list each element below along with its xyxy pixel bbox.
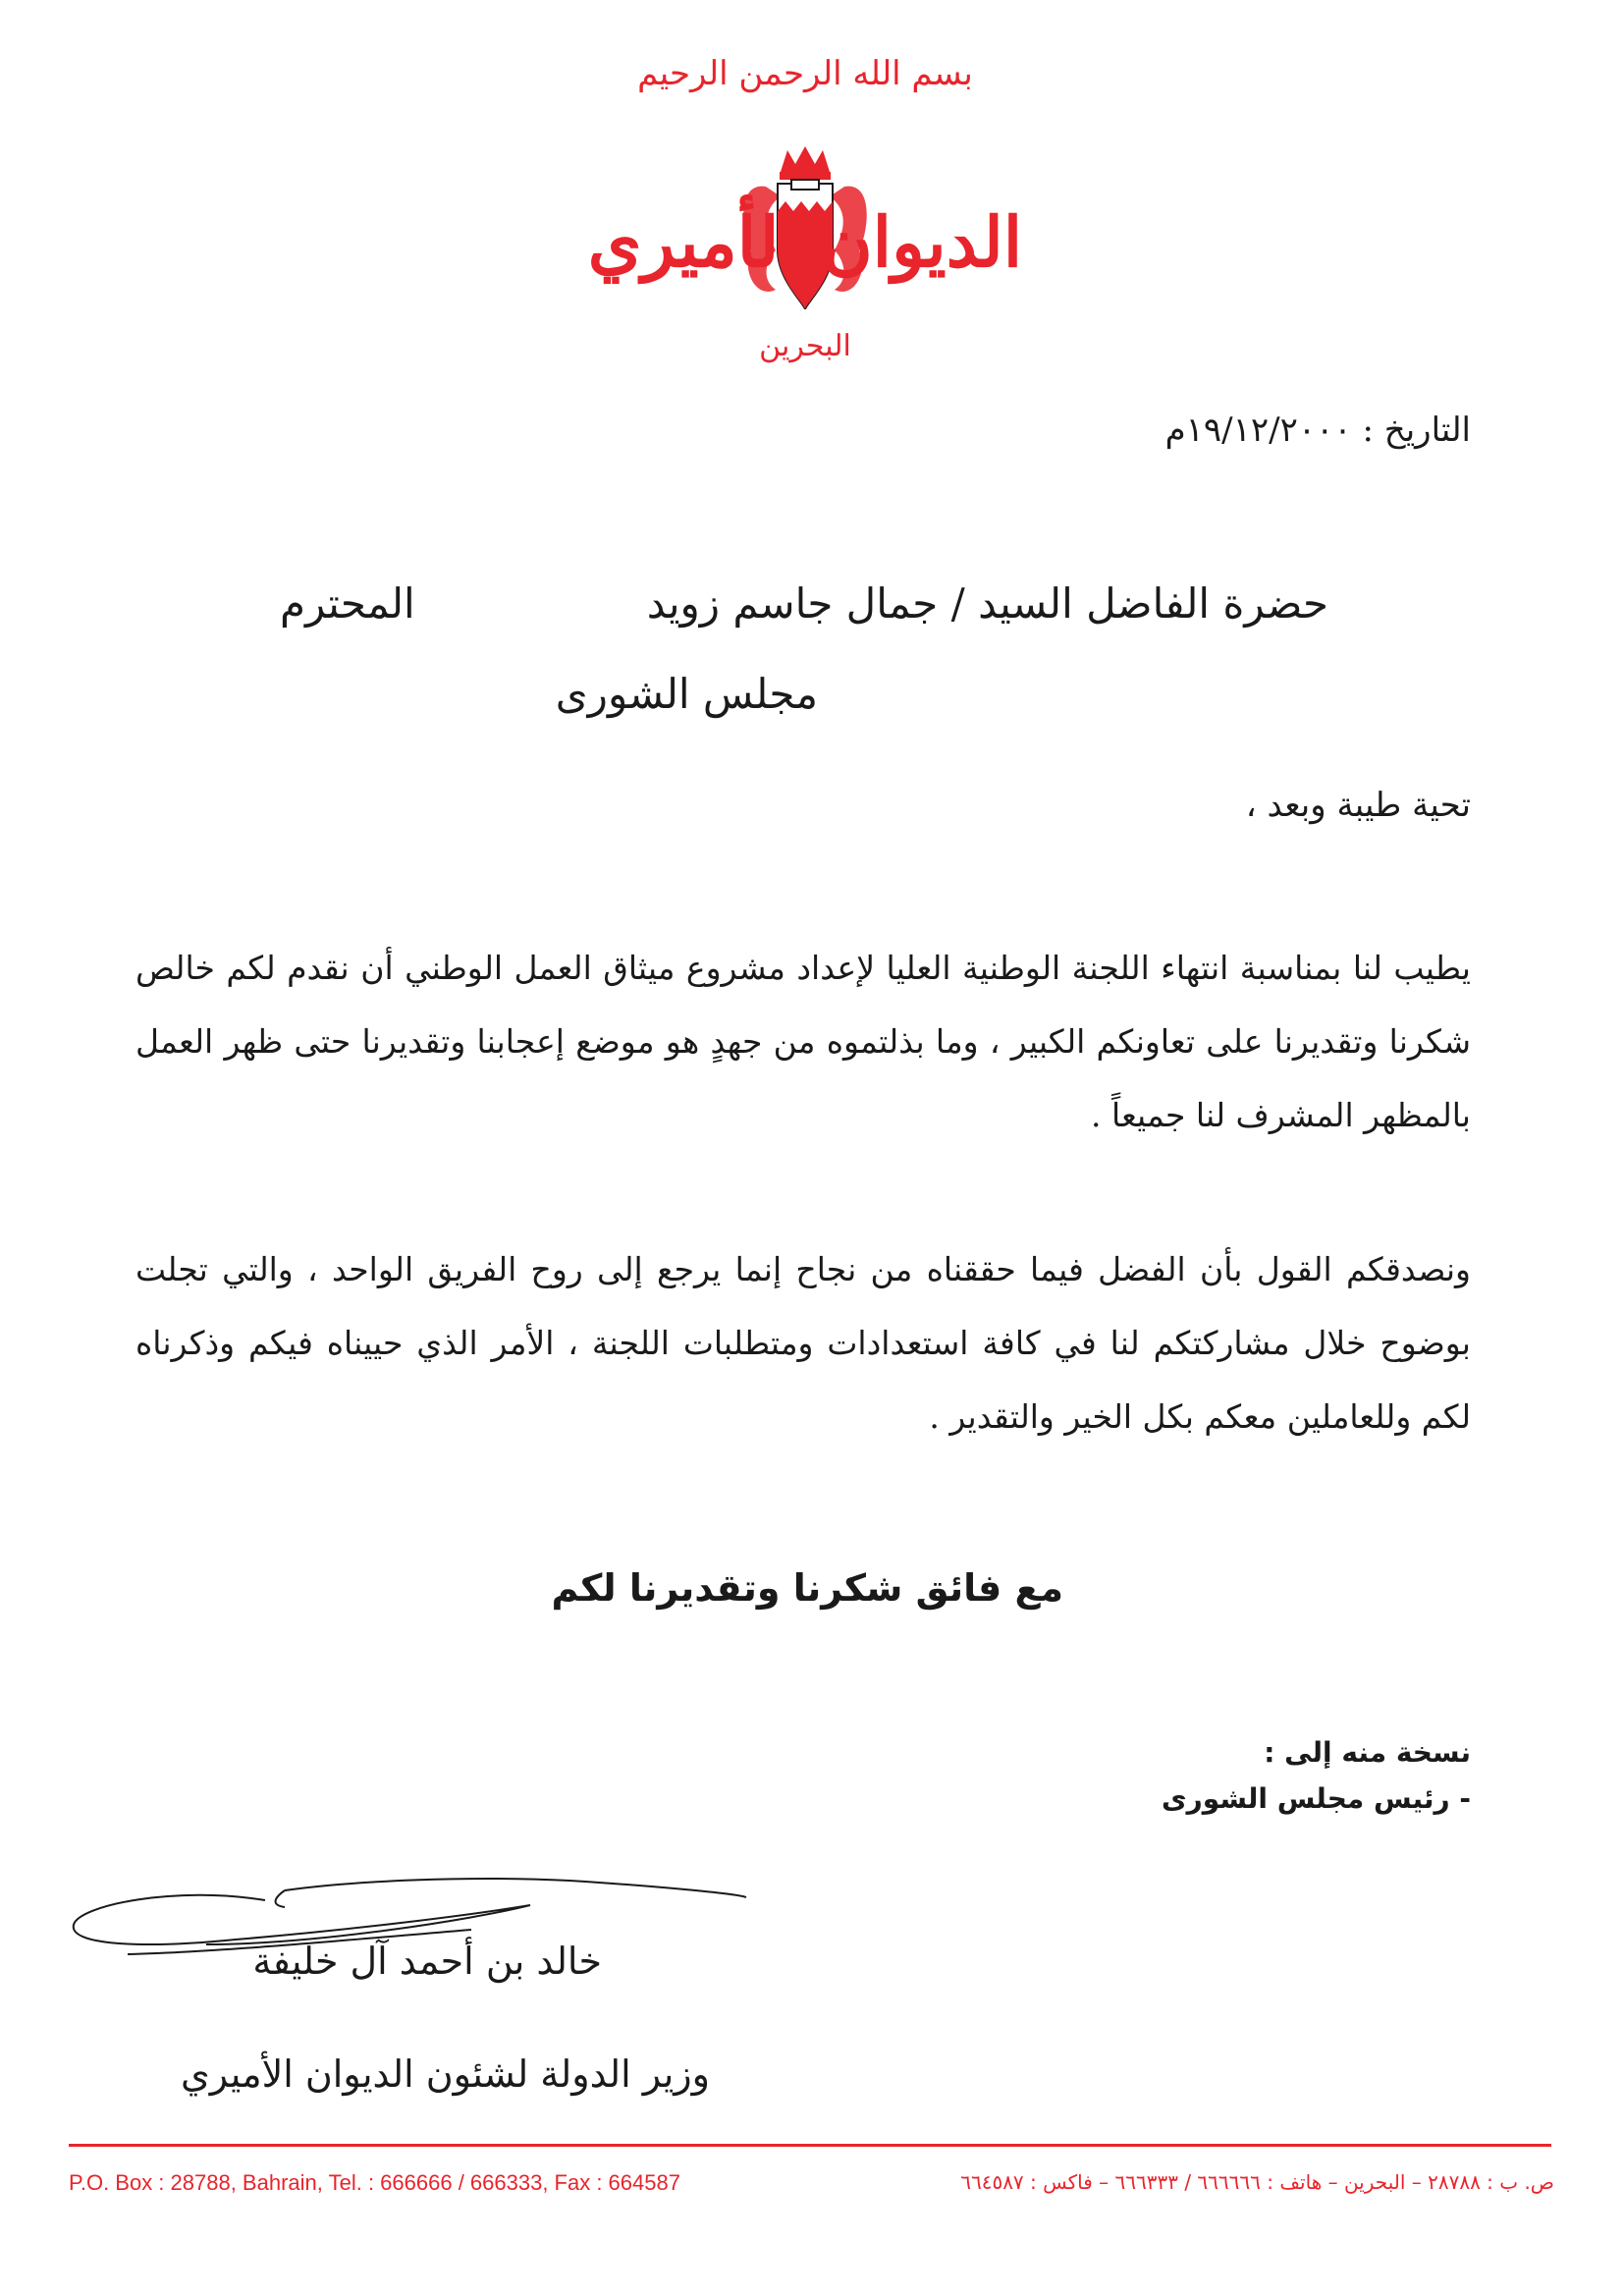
copy-to-title: نسخة منه إلى : [1264,1736,1471,1769]
body-paragraph-2: ونصدقكم القول بأن الفضل فيما حققناه من نجاح إنما يرجع إلى روح الفريق الواحد ، والتي تجلت بوضوح خلال مشاركتكم لنا في كافة استعدادات ومتطلبات اللجنة ، الأمر الذي حييناه فيكم وذكرناه لكم وللعاملين معكم بكل الخير والتقدير . [135,1250,1471,1436]
letterhead [550,54,1060,388]
signatory-title: وزير الدولة لشئون الديوان الأميري [181,2052,710,2096]
country-name: البحرين [759,329,851,363]
letter-date: التاريخ : ١٩/١٢/٢٠٠٠م [1164,410,1471,450]
footer-contact-arabic: ص. ب : ٢٨٧٨٨ – البحرين – هاتف : ٦٦٦٦٦٦ / ٦٦٦٣٣٣ – فاكس : ٦٦٤٥٨٧ [960,2170,1554,2194]
copy-to-item: - رئيس مجلس الشورى [1162,1782,1471,1815]
footer-divider [69,2144,1551,2147]
signatory-name: خالد بن أحمد آل خليفة [252,1940,602,1983]
addressee-line: حضرة الفاضل السيد / جمال جاسم زويد [646,579,1328,628]
office-name: الديوان الأميري [587,201,1023,283]
greeting: تحية طيبة وبعد ، [1245,786,1471,825]
closing-line: مع فائق شكرنا وتقديرنا لكم [551,1566,1063,1610]
body-paragraph-1: يطيب لنا بمناسبة انتهاء اللجنة الوطنية العليا لإعداد مشروع ميثاق العمل الوطني أن نقدم لكم خالص شكرنا وتقديرنا على تعاونكم الكبير ، وما بذلتموه من جهدٍ هو موضع إعجابنا وتقديرنا حتى ظهر العمل بالمظهر المشرف لنا جميعاً . [135,949,1471,1134]
addressee-honorific: المحترم [280,579,415,628]
basmala: بسم الله الرحمن الرحيم [637,54,973,93]
footer-contact-english: P.O. Box : 28788, Bahrain, Tel. : 666666 / 666333, Fax : 664587 [69,2170,680,2195]
addressee-organization: مجلس الشورى [555,670,818,718]
